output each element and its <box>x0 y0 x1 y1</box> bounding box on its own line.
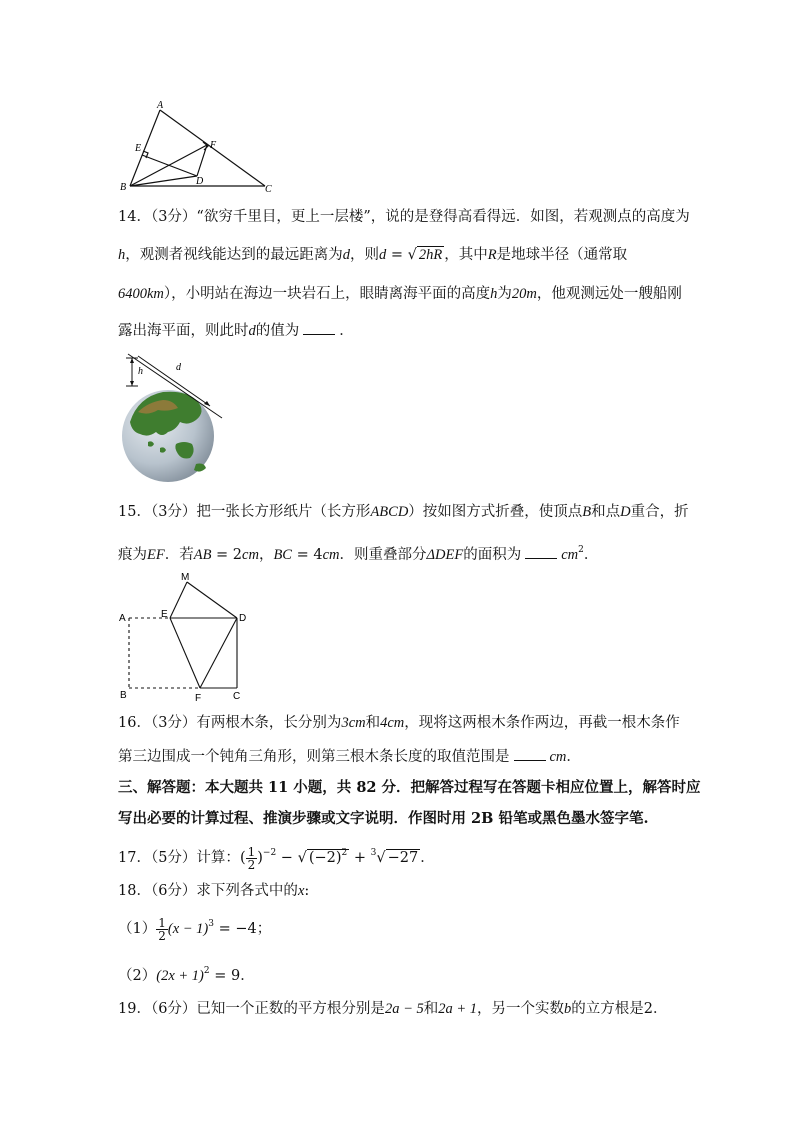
label-a: A <box>157 100 164 111</box>
answer-blank[interactable] <box>303 322 335 335</box>
label-d: D <box>196 176 204 187</box>
q15-line1: 15．（3分）把一张长方形纸片（长方形ABCD）按如图方式折叠，使顶点B和点D重合，折 <box>118 504 689 520</box>
label-h: h <box>138 366 143 377</box>
q14-line2: h，观测者视线能达到的最远距离为d，则d = √ 2hR ，其中R是地球半径（通常取 <box>118 247 628 263</box>
q16-line1: 16．（3分）有两根木条，长分别为3cm和4cm，现将这两根木条作两边，再截一根木条作 <box>118 715 680 731</box>
q14-line3: 6400km），小明站在海边一块岩石上，眼睛离海平面的高度h为20m，他观测远处一艘船刚 <box>118 286 682 302</box>
section3-line1: 三、解答题：本大题共 11 小题，共 82 分．把解答过程写在答题卡相应位置上，解答时应 <box>118 779 701 796</box>
label-a: A <box>119 613 126 624</box>
label-e: E <box>161 609 168 620</box>
globe-figure <box>118 352 228 488</box>
q14-line4: 露出海平面，则此时d的值为 ． <box>118 323 354 339</box>
q15-line2: 痕为EF．若AB = 2cm，BC = 4cm．则重叠部分ΔDEF的面积为 $cm^2$． <box>118 545 599 563</box>
folded-rectangle-figure <box>115 570 255 705</box>
triangle-figure <box>115 100 285 195</box>
section3-line2: 写出必要的计算过程、推演步骤或文字说明．作图时用 2B 铅笔或黑色墨水签字笔. <box>118 810 649 827</box>
q16-line2: 第三边围成一个钝角三角形，则第三根木条长度的取值范围是 cm． <box>118 749 581 765</box>
q17: 17．（5分）计算：( $\frac{1}{2}$ )$^{-2}$ − √ $(-2)^2 + ^3√ -27$ ． <box>118 844 435 872</box>
label-d: D <box>239 613 247 624</box>
q19: 19．（6分）已知一个正数的平方根分别是2a − 5和2a + 1，另一个实数b的立方根是2． <box>118 1001 668 1017</box>
label-c: C <box>265 184 272 195</box>
q18-part2: $(2)(2x + 1)^2 = 9$． <box>118 966 255 984</box>
label-e: E <box>135 143 142 154</box>
label-c: C <box>233 691 241 702</box>
answer-blank[interactable] <box>514 748 546 761</box>
label-b: B <box>120 182 127 193</box>
label-f: F <box>195 693 202 704</box>
label-m: M <box>181 572 190 583</box>
label-b: B <box>120 690 127 701</box>
label-f: F <box>210 140 217 151</box>
q14-line1: 14．（3分）“欲穷千里目，更上一层楼”，说的是登得高看得远．如图，若观测点的高度为 <box>118 209 690 225</box>
answer-blank[interactable] <box>525 546 557 559</box>
label-d: d <box>176 362 181 373</box>
q18-head: 18．（6分）求下列各式中的x: <box>118 883 310 899</box>
q18-part1: （1） $\frac{1}{2}$ $(x - 1)^3 = -4$； <box>118 915 272 943</box>
